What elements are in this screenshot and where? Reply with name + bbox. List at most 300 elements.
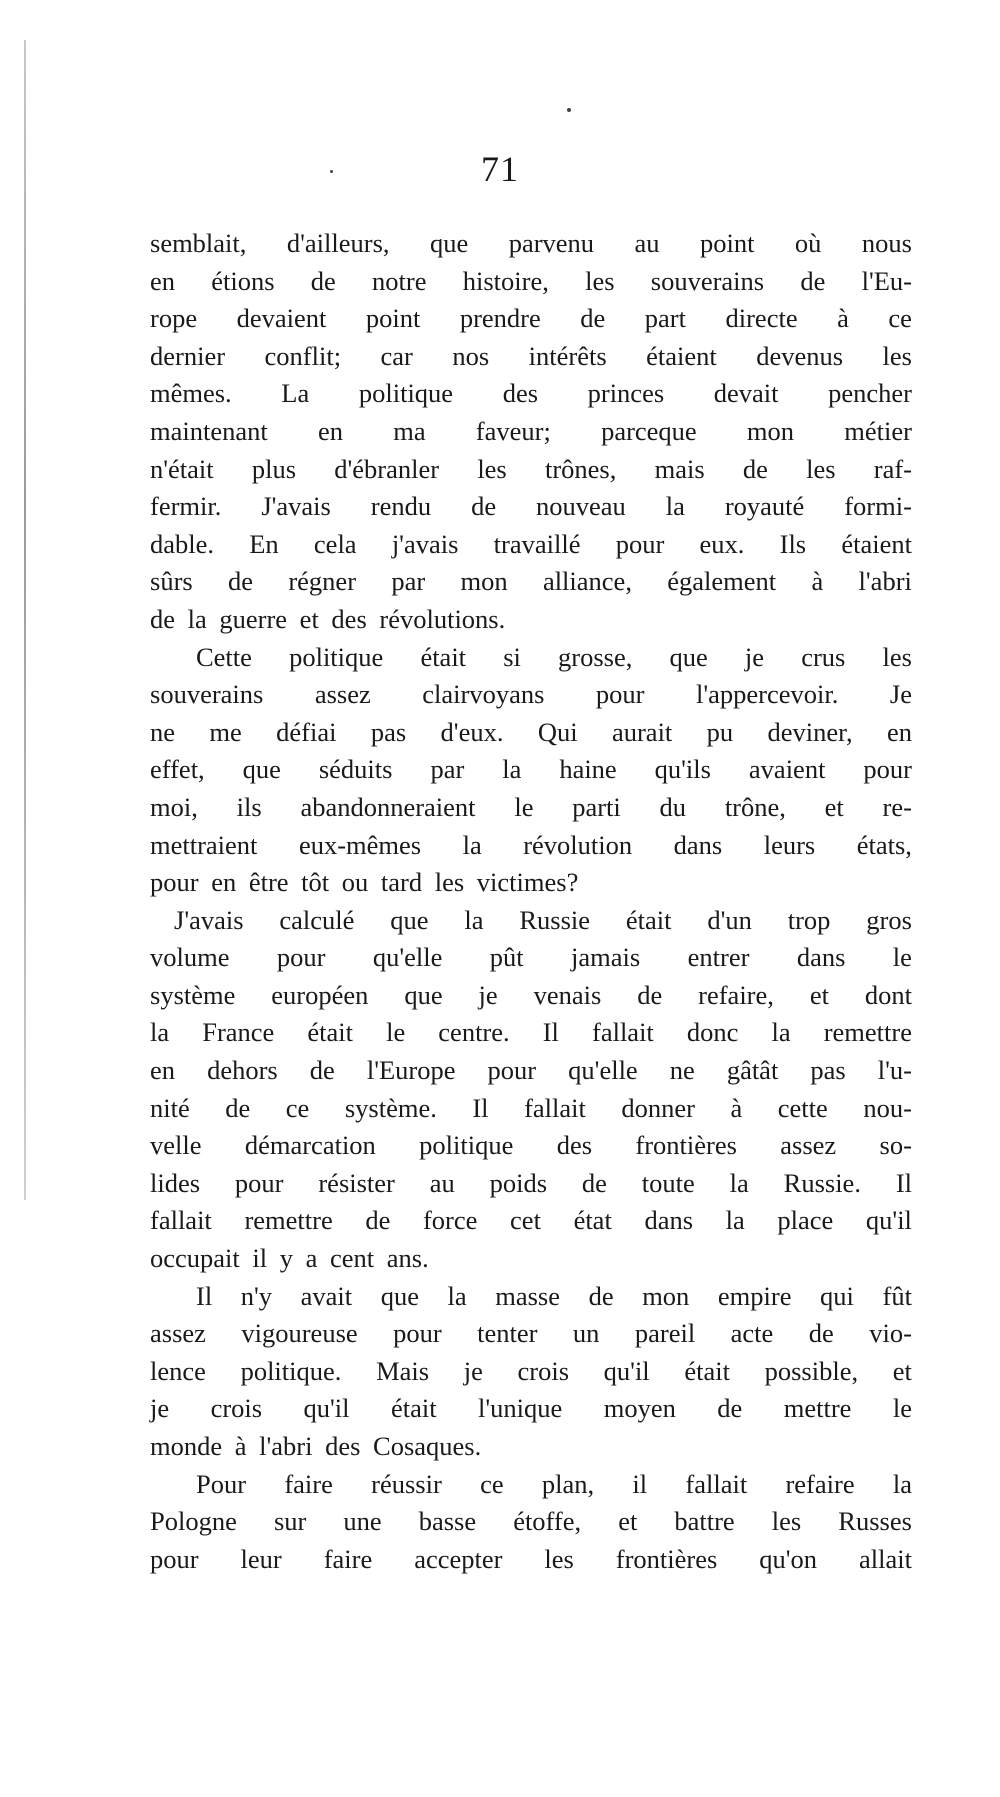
word: système xyxy=(150,979,236,1010)
text-line xyxy=(150,451,912,489)
word: était xyxy=(420,641,467,672)
word: l'unique xyxy=(478,1393,563,1424)
word: mettre xyxy=(783,1393,852,1424)
body-text xyxy=(150,225,912,1578)
word: lence xyxy=(150,1355,206,1386)
word: fût xyxy=(882,1280,912,1311)
word: et xyxy=(809,979,829,1010)
word: politique xyxy=(419,1130,514,1161)
text-line xyxy=(150,1165,912,1203)
word: Pologne xyxy=(150,1506,237,1537)
word: Cette xyxy=(196,641,252,672)
text-line xyxy=(150,488,912,526)
word: le xyxy=(892,1393,912,1424)
word: je xyxy=(463,1355,483,1386)
text-line: de la guerre et des révolutions. xyxy=(150,603,506,634)
word: centre. xyxy=(438,1017,510,1048)
word: rope xyxy=(150,303,198,334)
word: état xyxy=(573,1205,612,1236)
word: le xyxy=(386,1017,406,1048)
word: pareil xyxy=(634,1318,696,1349)
word: n'y xyxy=(240,1280,273,1311)
word: les xyxy=(771,1506,802,1537)
word: pour xyxy=(234,1167,284,1198)
text-line xyxy=(150,1278,912,1316)
word: des xyxy=(502,378,539,409)
word: je xyxy=(150,1393,170,1424)
word: semblait, xyxy=(150,228,247,258)
word: révolution xyxy=(523,829,633,860)
word: l'Europe xyxy=(366,1055,456,1086)
word: j'avais xyxy=(391,528,459,559)
word: au xyxy=(429,1167,455,1198)
word: l'u- xyxy=(877,1055,912,1086)
word: de xyxy=(580,303,606,334)
word: pour xyxy=(615,528,665,559)
word: les xyxy=(882,641,912,672)
word: crus xyxy=(801,641,846,672)
word: avaient xyxy=(748,754,826,785)
word: je xyxy=(478,979,498,1010)
word: qu'il xyxy=(603,1355,650,1386)
word: étaient xyxy=(841,528,912,559)
word: ce xyxy=(285,1092,310,1123)
word: Mais xyxy=(376,1355,430,1386)
word: Je xyxy=(889,679,912,710)
word: venais xyxy=(533,979,602,1010)
text-line: pour en être tôt ou tard les victimes? xyxy=(150,867,579,898)
word: pour xyxy=(393,1318,442,1349)
word: défiai xyxy=(276,716,337,747)
word: l'abri xyxy=(858,566,912,597)
word: où xyxy=(794,228,822,258)
word: faveur; xyxy=(475,415,551,446)
word: place xyxy=(777,1205,834,1236)
word: La xyxy=(281,378,310,409)
word: haine xyxy=(559,754,617,785)
word: prendre xyxy=(459,303,541,334)
word: tenter xyxy=(477,1318,538,1349)
word: maintenant xyxy=(150,415,268,446)
word: leur xyxy=(240,1543,282,1574)
word: qu'il xyxy=(865,1205,912,1236)
word: assez xyxy=(150,1318,206,1349)
word: jamais xyxy=(571,942,641,973)
word: et xyxy=(824,791,844,822)
text-line xyxy=(150,1353,912,1391)
text-line xyxy=(150,1014,912,1052)
word: pencher xyxy=(828,378,912,409)
word: En xyxy=(249,528,279,559)
word: remettre xyxy=(823,1017,912,1048)
word: en xyxy=(317,415,343,446)
word: deviner, xyxy=(767,716,853,747)
word: moi, xyxy=(150,791,198,822)
word: force xyxy=(422,1205,478,1236)
word: dans xyxy=(796,942,846,973)
text-line xyxy=(150,225,912,263)
word: la xyxy=(502,754,522,785)
word: parti xyxy=(572,791,621,822)
text-line xyxy=(150,375,912,413)
word: des xyxy=(556,1130,593,1161)
word: J'avais xyxy=(261,491,331,522)
word: France xyxy=(202,1017,275,1048)
word: devenus xyxy=(756,340,844,371)
word: de xyxy=(310,265,336,296)
word: leurs xyxy=(763,829,816,860)
word: donner xyxy=(621,1092,695,1123)
word: alliance, xyxy=(542,566,632,597)
word: en xyxy=(150,265,176,296)
word: dont xyxy=(864,979,912,1010)
word: si xyxy=(503,641,521,672)
word: la xyxy=(150,1017,170,1048)
word: fallait xyxy=(685,1468,748,1499)
word: possible, xyxy=(764,1355,859,1386)
word: calculé xyxy=(279,904,355,935)
word: réussir xyxy=(371,1468,442,1499)
word: politique xyxy=(289,641,384,672)
text-line xyxy=(150,300,912,338)
word: le xyxy=(892,942,912,973)
word: remettre xyxy=(244,1205,333,1236)
word: à xyxy=(811,566,824,597)
word: d'ailleurs, xyxy=(286,228,390,258)
word: européen xyxy=(271,979,369,1010)
word: par xyxy=(430,754,465,785)
word: Pour xyxy=(196,1468,247,1499)
word: refaire xyxy=(785,1468,855,1499)
page-number: 71 xyxy=(481,149,519,189)
word: dernier xyxy=(150,340,226,371)
word: pour xyxy=(487,1055,537,1086)
word: battre xyxy=(674,1506,735,1537)
word: toute xyxy=(641,1167,695,1198)
word: pour xyxy=(150,1543,199,1574)
word: de xyxy=(588,1280,614,1311)
text-line xyxy=(150,1315,912,1353)
word: entrer xyxy=(687,942,750,973)
word: trônes, xyxy=(544,453,617,484)
text-line xyxy=(150,413,912,451)
text-line xyxy=(150,1466,912,1504)
word: une xyxy=(343,1506,382,1537)
text-line xyxy=(150,977,912,1015)
word: il xyxy=(632,1468,648,1499)
word: abandonneraient xyxy=(300,791,476,822)
word: eux. xyxy=(699,528,745,559)
word: parceque xyxy=(601,415,697,446)
word: allait xyxy=(859,1543,912,1574)
word: gâtât xyxy=(726,1055,779,1086)
word: frontières xyxy=(635,1130,737,1161)
word: était xyxy=(684,1355,730,1386)
word: de xyxy=(637,979,663,1010)
word: cette xyxy=(777,1092,828,1123)
word: que xyxy=(404,979,443,1010)
word: de xyxy=(228,566,254,597)
word: la xyxy=(447,1280,467,1311)
word: histoire, xyxy=(462,265,549,296)
scan-edge-line xyxy=(24,40,26,1200)
text-line xyxy=(150,338,912,376)
word: les xyxy=(544,1543,574,1574)
word: assez xyxy=(314,679,371,710)
text-line xyxy=(150,263,912,301)
word: également xyxy=(667,566,777,597)
word: trop xyxy=(787,904,831,935)
word: qu'on xyxy=(759,1543,818,1574)
text-line xyxy=(150,676,912,714)
word: faire xyxy=(284,1468,333,1499)
word: mon xyxy=(642,1280,690,1311)
word: refaire, xyxy=(698,979,774,1010)
word: Russie. xyxy=(783,1167,861,1198)
text-line xyxy=(150,1052,912,1090)
word: était xyxy=(390,1393,437,1424)
word: le xyxy=(514,791,534,822)
text-line xyxy=(150,1390,912,1428)
word: à xyxy=(730,1092,743,1123)
word: qu'elle xyxy=(568,1055,638,1086)
word: pas xyxy=(810,1055,846,1086)
word: J'avais xyxy=(174,904,244,935)
text-line xyxy=(150,1503,912,1541)
text-line xyxy=(150,902,912,940)
word: mon xyxy=(460,566,508,597)
word: d'ébranler xyxy=(334,453,440,484)
word: pour xyxy=(595,679,645,710)
word: intérêts xyxy=(528,340,607,371)
word: faire xyxy=(323,1543,373,1574)
word: la xyxy=(725,1205,745,1236)
word: velle xyxy=(150,1130,202,1161)
word: à xyxy=(837,303,849,334)
word: dans xyxy=(673,829,723,860)
word: étoffe, xyxy=(513,1506,582,1537)
word: me xyxy=(209,716,242,747)
text-line xyxy=(150,939,912,977)
word: Il xyxy=(895,1167,912,1198)
word: du xyxy=(659,791,687,822)
word: la xyxy=(892,1468,912,1499)
word: qu'ils xyxy=(654,754,711,785)
word: fermir. xyxy=(150,491,222,522)
word: lides xyxy=(150,1167,201,1198)
word: clairvoyans xyxy=(422,679,545,710)
word: formi- xyxy=(844,491,912,522)
word: était xyxy=(307,1017,354,1048)
text-line xyxy=(150,714,912,752)
word: cela xyxy=(313,528,357,559)
word: d'eux. xyxy=(440,716,504,747)
word: gros xyxy=(866,904,912,935)
word: je xyxy=(744,641,765,672)
text-line: occupait il y a cent ans. xyxy=(150,1243,429,1274)
word: plus xyxy=(251,453,297,484)
word: de xyxy=(309,1055,335,1086)
word: rendu xyxy=(370,491,432,522)
word: la xyxy=(665,491,685,522)
word: pour xyxy=(276,942,326,973)
ink-speck xyxy=(567,108,571,112)
text-line xyxy=(150,639,912,677)
word: les xyxy=(477,453,507,484)
word: dable. xyxy=(150,528,215,559)
text-line xyxy=(150,789,912,827)
word: fallait xyxy=(524,1092,586,1123)
word: régner xyxy=(288,566,357,597)
text-line xyxy=(150,827,912,865)
text-line xyxy=(150,1090,912,1128)
word: résister xyxy=(318,1167,395,1198)
word: vigoureuse xyxy=(241,1318,358,1349)
word: plan, xyxy=(541,1468,595,1499)
word: la xyxy=(464,904,484,935)
word: grosse, xyxy=(558,641,633,672)
word: ce xyxy=(888,303,912,334)
word: était xyxy=(625,904,672,935)
word: mon xyxy=(746,415,795,446)
word: que xyxy=(669,641,708,672)
word: acte xyxy=(730,1318,774,1349)
word: donc xyxy=(686,1017,739,1048)
word: nos xyxy=(452,340,490,371)
text-line xyxy=(150,1202,912,1240)
word: la xyxy=(462,829,482,860)
word: assez xyxy=(780,1130,837,1161)
word: Qui xyxy=(537,716,578,747)
word: crois xyxy=(210,1393,263,1424)
word: directe xyxy=(725,303,798,334)
word: point xyxy=(699,228,755,258)
word: trône, xyxy=(724,791,786,822)
word: d'un xyxy=(707,904,752,935)
word: empire xyxy=(717,1280,792,1311)
word: masse xyxy=(495,1280,561,1311)
word: basse xyxy=(418,1506,477,1537)
word: frontières xyxy=(615,1543,718,1574)
word: par xyxy=(391,566,426,597)
word: pu xyxy=(706,716,734,747)
word: Russes xyxy=(838,1506,912,1537)
word: que xyxy=(242,754,281,785)
word: aurait xyxy=(611,716,673,747)
word: politique. xyxy=(240,1355,342,1386)
word: de xyxy=(471,491,497,522)
word: avait xyxy=(300,1280,353,1311)
word: au xyxy=(634,228,660,258)
word: pour xyxy=(863,754,912,785)
word: Il xyxy=(196,1280,213,1311)
word: en xyxy=(150,1055,176,1086)
word: que xyxy=(380,1280,419,1311)
word: et xyxy=(618,1506,638,1537)
word: car xyxy=(380,340,413,371)
text-line xyxy=(150,1541,912,1579)
word: devaient xyxy=(236,303,327,334)
word: la xyxy=(729,1167,749,1198)
word: souverains xyxy=(650,265,765,296)
word: politique xyxy=(358,378,454,409)
word: en xyxy=(886,716,912,747)
word: volume xyxy=(150,942,230,973)
word: re- xyxy=(882,791,912,822)
text-line xyxy=(150,1127,912,1165)
word: poids xyxy=(489,1167,548,1198)
word: de xyxy=(808,1318,834,1349)
word: les xyxy=(806,453,836,484)
text-line xyxy=(150,563,912,601)
word: royauté xyxy=(724,491,805,522)
word: de xyxy=(581,1167,607,1198)
word: les xyxy=(585,265,615,296)
word: parvenu xyxy=(508,228,595,258)
word: nité xyxy=(150,1092,190,1123)
word: métier xyxy=(844,415,912,446)
word: mais xyxy=(654,453,705,484)
word: sur xyxy=(273,1506,307,1537)
word: nous xyxy=(861,228,912,258)
word: système. xyxy=(344,1092,437,1123)
word: mêmes. xyxy=(150,378,232,409)
word: so- xyxy=(879,1130,912,1161)
word: que xyxy=(429,228,469,258)
word: Russie xyxy=(519,904,591,935)
word: point xyxy=(365,303,421,334)
word: de xyxy=(800,265,826,296)
word: ils xyxy=(236,791,262,822)
word: ne xyxy=(150,716,176,747)
word: états, xyxy=(856,829,912,860)
word: nou- xyxy=(863,1092,912,1123)
word: Il xyxy=(472,1092,489,1123)
word: qu'il xyxy=(303,1393,350,1424)
word: que xyxy=(390,904,429,935)
word: sûrs xyxy=(150,566,193,597)
word: souverains xyxy=(150,679,264,710)
word: démarcation xyxy=(244,1130,376,1161)
word: fallait xyxy=(150,1205,212,1236)
word: les xyxy=(882,340,912,371)
word: mettraient xyxy=(150,829,258,860)
word: n'était xyxy=(150,453,214,484)
word: vio- xyxy=(869,1318,912,1349)
word: notre xyxy=(372,265,427,296)
word: étions xyxy=(211,265,275,296)
word: pas xyxy=(370,716,407,747)
word: Ils xyxy=(779,528,807,559)
word: l'Eu- xyxy=(861,265,912,296)
word: devait xyxy=(713,378,779,409)
word: fallait xyxy=(592,1017,654,1048)
word: un xyxy=(572,1318,600,1349)
text-line xyxy=(150,751,912,789)
word: de xyxy=(365,1205,391,1236)
word: raf- xyxy=(873,453,912,484)
word: qui xyxy=(820,1280,854,1311)
word: étaient xyxy=(646,340,717,371)
word: nouveau xyxy=(536,491,626,522)
word: séduits xyxy=(318,754,393,785)
text-line: monde à l'abri des Cosaques. xyxy=(150,1431,482,1461)
word: ne xyxy=(669,1055,695,1086)
word: ma xyxy=(393,415,426,446)
word: crois xyxy=(517,1355,570,1386)
word: accepter xyxy=(414,1543,503,1574)
word: pût xyxy=(489,942,524,973)
